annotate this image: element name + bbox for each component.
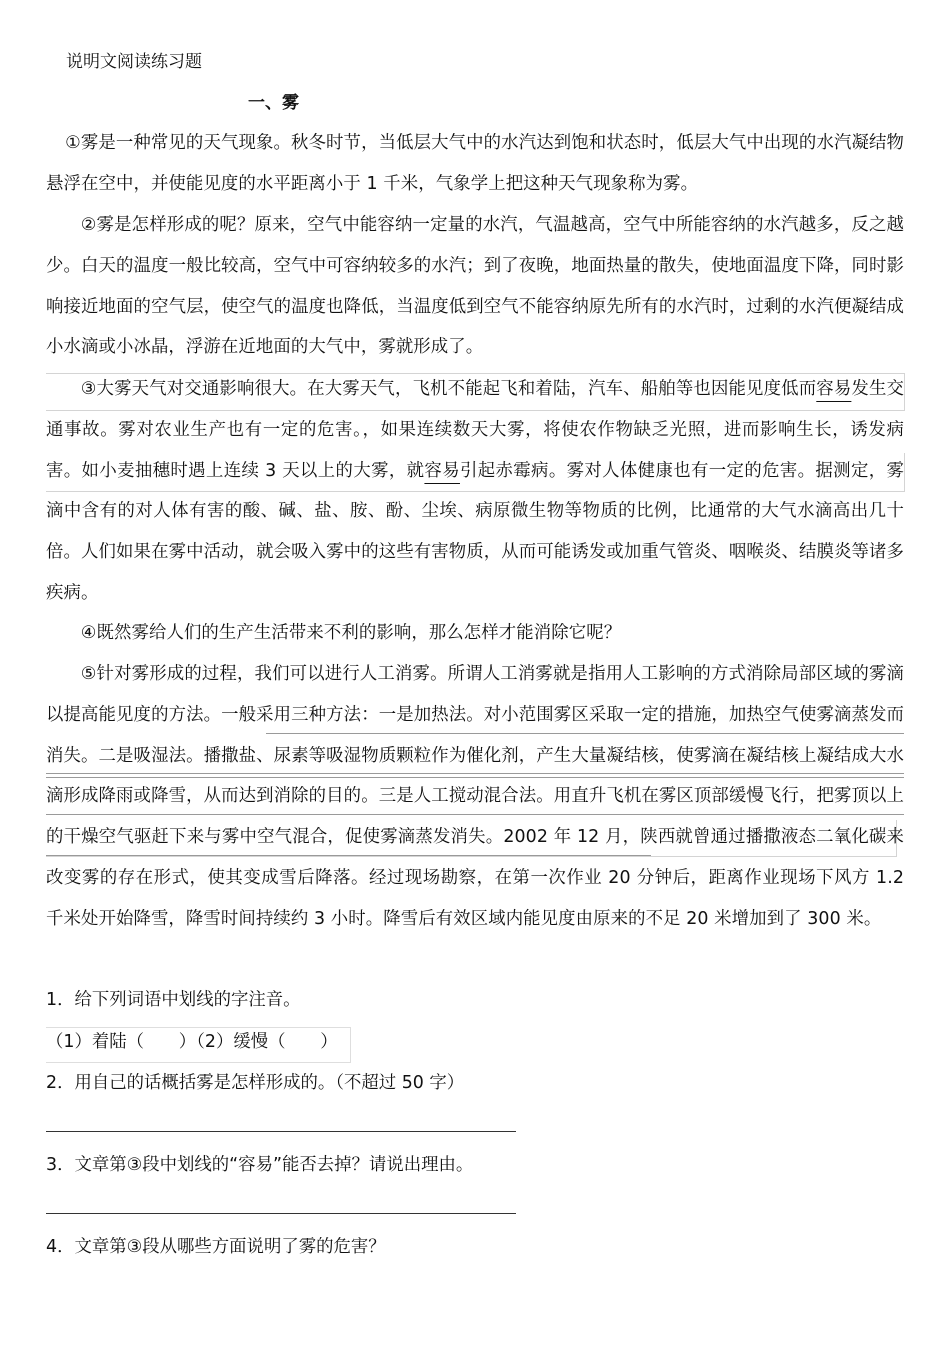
paragraph-3-text-b: 发生交通事故。雾对农业生产也有一定的危害。，如果连续数天大雾，将使农作物缺乏光照，进而影响生长，诱发病害。如小麦抽穗时遇上连续 3 天以上的大雾，就	[46, 379, 904, 481]
answer-line[interactable]	[46, 1213, 516, 1214]
paragraph-3-text-a: ③大雾天气对交通影响很大。在大雾天气，飞机不能起飞和着陆，汽车、船舶等也因能见度低而	[80, 379, 817, 399]
paragraph-5: ⑤针对雾形成的过程，我们可以进行人工消雾。所谓人工消雾就是指用人工影响的方式消除局部区域的雾滴以提高能见度的方法。一般采用三种方法：一是加热法。对小范围雾区采取一定的措施，加热空气使雾滴蒸发而消失。二是吸湿法。播撒盐、尿素等吸湿物质颗粒作为催化剂，产生大量凝结核，使雾滴在凝结核上凝结成大水滴形成降雨或降雪，从而达到消除的目的。三是人工搅动混合法。用直升飞机在雾区顶部缓慢飞行，把雾顶以上的干燥空气驱赶下来与雾中空气混合，促使雾滴蒸发消失。2002 年 12 月，陕西就曾通过播撒液态二氧化碳来改变雾的存在形式，使其变成雪后降落。经过现场勘察，在第一次作业 20 分钟后，距离作业现场下风方 1.2 千米处开始降雪，降雪时间持续约 3 小时。降雪后有效区域内能见度由原来的不足 20 米增加到了 300 米。	[46, 664, 904, 929]
question-1: 1．给下列词语中划线的字注音。	[46, 990, 301, 1010]
section-title: 一、雾	[248, 93, 299, 113]
paragraph-2: ②雾是怎样形成的呢？原来，空气中能容纳一定量的水汽，气温越高，空气中所能容纳的水汽越多，反之越少。白天的温度一般比较高，空气中可容纳较多的水汽；到了夜晚，地面热量的散失，使地面温度下降，同时影响接近地面的空气层，使空气的温度也降低，当温度低到空气不能容纳原先所有的水汽时，过剩的水汽便凝结成小水滴或小冰晶，浮游在近地面的大气中，雾就形成了。	[46, 215, 904, 358]
question-1-items: （1）着陆（ ）（2）缓慢（ ）	[46, 1032, 338, 1052]
answer-line[interactable]	[46, 1131, 516, 1132]
underlined-word-rongyi: 容易	[816, 379, 852, 399]
underlined-word-rongyi: 容易	[424, 460, 460, 481]
paragraph-1: ①雾是一种常见的天气现象。秋冬时节，当低层大气中的水汽达到饱和状态时，低层大气中出现的水汽凝结物悬浮在空中，并使能见度的水平距离小于 1 千米，气象学上把这种天气现象称为雾。	[46, 133, 904, 194]
question-3: 3．文章第③段中划线的“容易”能否去掉？请说出理由。	[46, 1155, 474, 1175]
paragraph-3	[46, 369, 904, 614]
question-4: 4．文章第③段从哪些方面说明了雾的危害？	[46, 1237, 386, 1257]
question-2: 2．用自己的话概括雾是怎样形成的。（不超过 50 字）	[46, 1073, 465, 1093]
paragraph-3-text-c: 引起赤霉病。雾对人体健康也有一定的危害。据测定，雾滴中含有的对人体有害的酸、碱、盐、胺、酚、尘埃、病原微生物等物质的比例，比通常的大气水滴高出几十倍。人们如果在雾中活动，就会吸入雾中的这些有害物质，从而可能诱发或加重气管炎、咽喉炎、结膜炎等诸多疾病。	[46, 460, 904, 603]
paragraph-4: ④既然雾给人们的生产生活带来不利的影响，那么怎样才能消除它呢？	[80, 623, 622, 643]
document-title: 说明文阅读练习题	[66, 52, 202, 72]
